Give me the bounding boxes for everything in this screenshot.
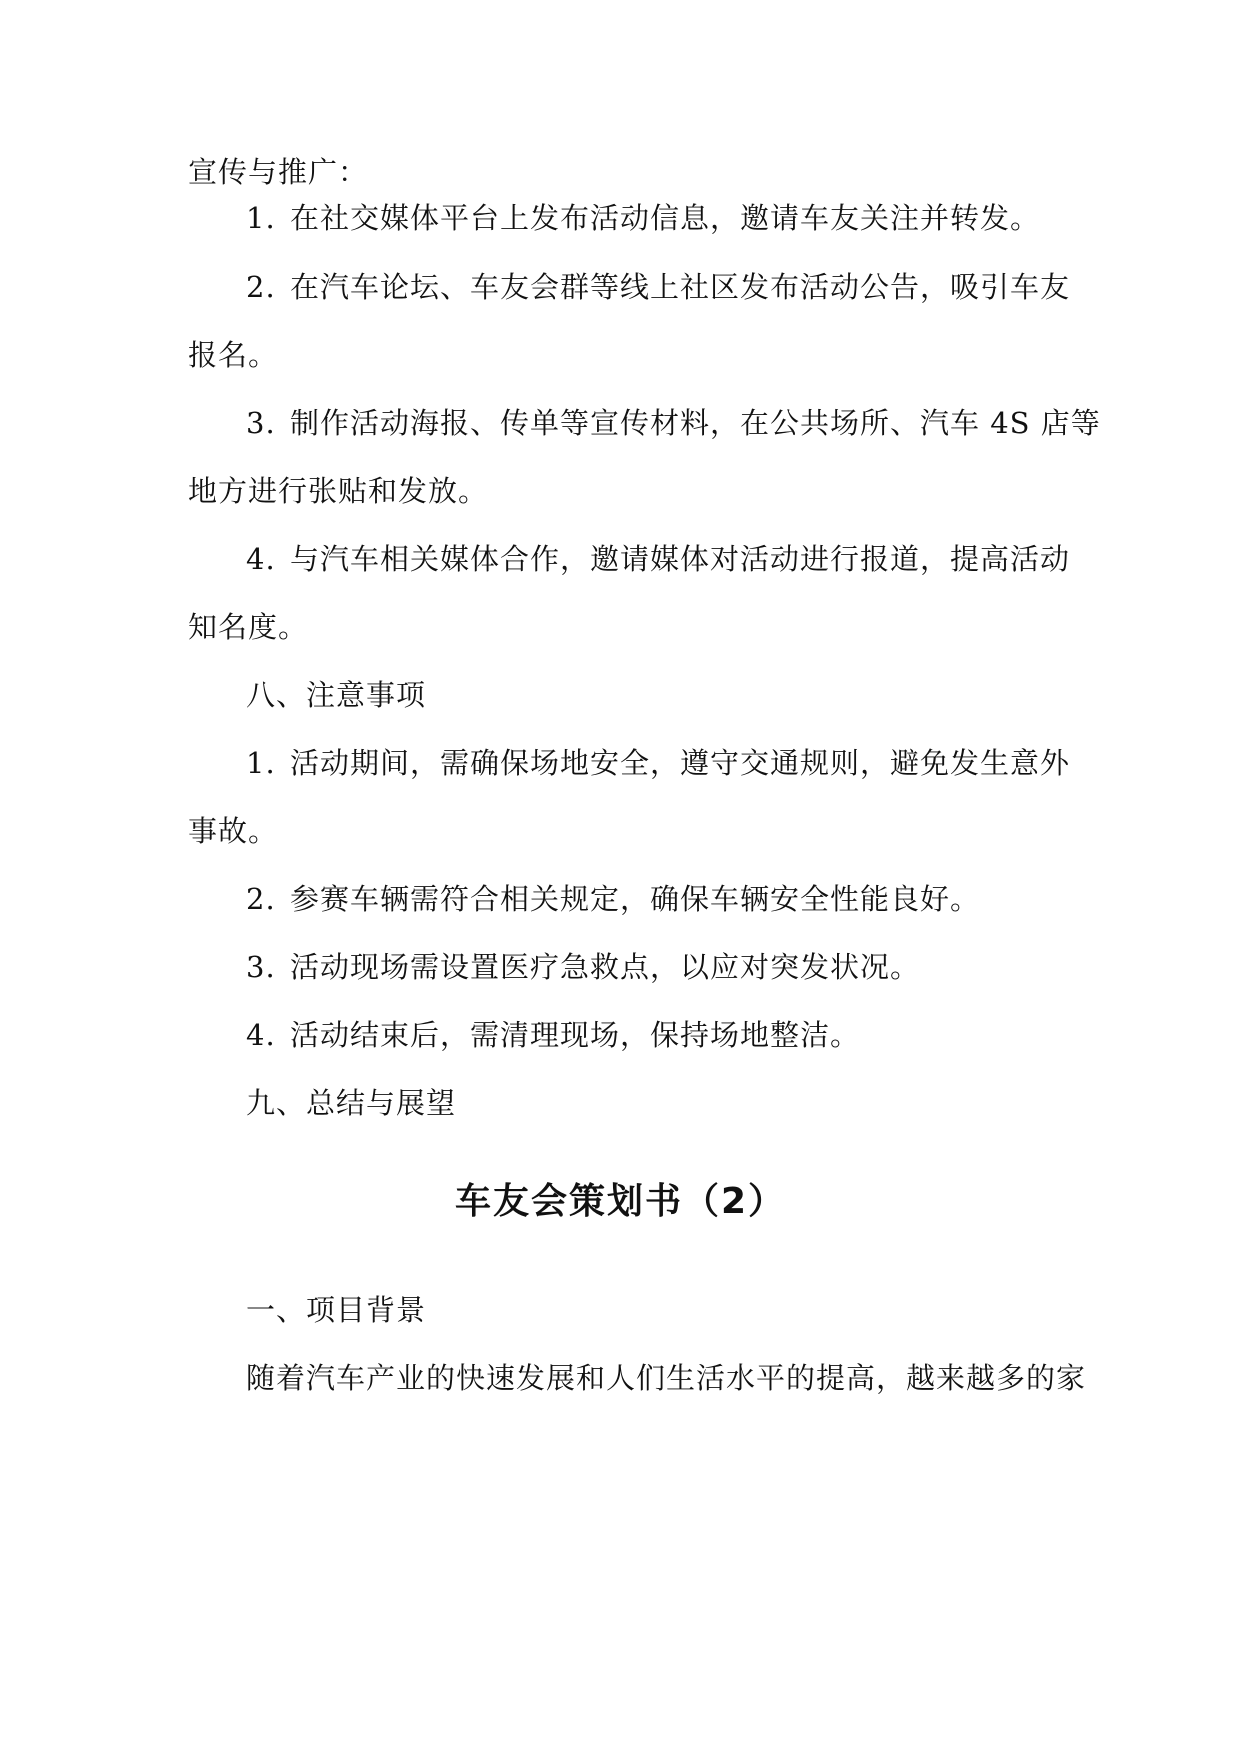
promo-item-2 [246,267,1070,307]
notes-item-2 [246,879,980,919]
notes-item-3 [246,947,920,987]
list-number: 2. [246,270,276,304]
notes-item-1 [246,743,1070,783]
list-number: 2. [246,882,276,916]
promo-item-3-cont: 地方进行张贴和发放。 [188,474,489,508]
list-number: 3. [246,950,276,984]
list-number: 1. [246,201,276,235]
list-number: 3. [246,406,276,440]
background-paragraph: 随着汽车产业的快速发展和人们生活水平的提高，越来越多的家 [246,1361,1087,1395]
list-item-text: 活动现场需设置医疗急救点，以应对突发状况。 [290,950,921,984]
summary-heading: 九、总结与展望 [246,1086,457,1120]
list-number: 1. [246,746,276,780]
list-item-text: 活动期间，需确保场地安全，遵守交通规则，避免发生意外 [290,746,1071,780]
promo-item-4 [246,539,1070,579]
list-number: 4. [246,1018,276,1052]
list-item-text: 在汽车论坛、车友会群等线上社区发布活动公告，吸引车友 [290,270,1071,304]
promo-item-4-cont: 知名度。 [188,610,309,644]
notes-item-1-cont: 事故。 [188,814,279,848]
notes-item-4 [246,1015,860,1055]
list-item-text: 制作活动海报、传单等宣传材料，在公共场所、汽车 4S 店等 [290,406,1101,440]
promo-item-1 [246,198,1040,238]
background-heading: 一、项目背景 [246,1293,427,1327]
list-item-text: 在社交媒体平台上发布活动信息，邀请车友关注并转发。 [290,201,1041,235]
doc-title: 车友会策划书（2） [454,1181,787,1222]
list-item-text: 活动结束后，需清理现场，保持场地整洁。 [290,1018,861,1052]
promo-item-2-cont: 报名。 [188,338,279,372]
list-item-text: 参赛车辆需符合相关规定，确保车辆安全性能良好。 [290,882,981,916]
list-number: 4. [246,542,276,576]
promo-item-3 [246,403,1101,443]
notes-heading: 八、注意事项 [246,678,427,712]
promo-heading: 宣传与推广： [188,155,369,189]
list-item-text: 与汽车相关媒体合作，邀请媒体对活动进行报道，提高活动 [290,542,1071,576]
